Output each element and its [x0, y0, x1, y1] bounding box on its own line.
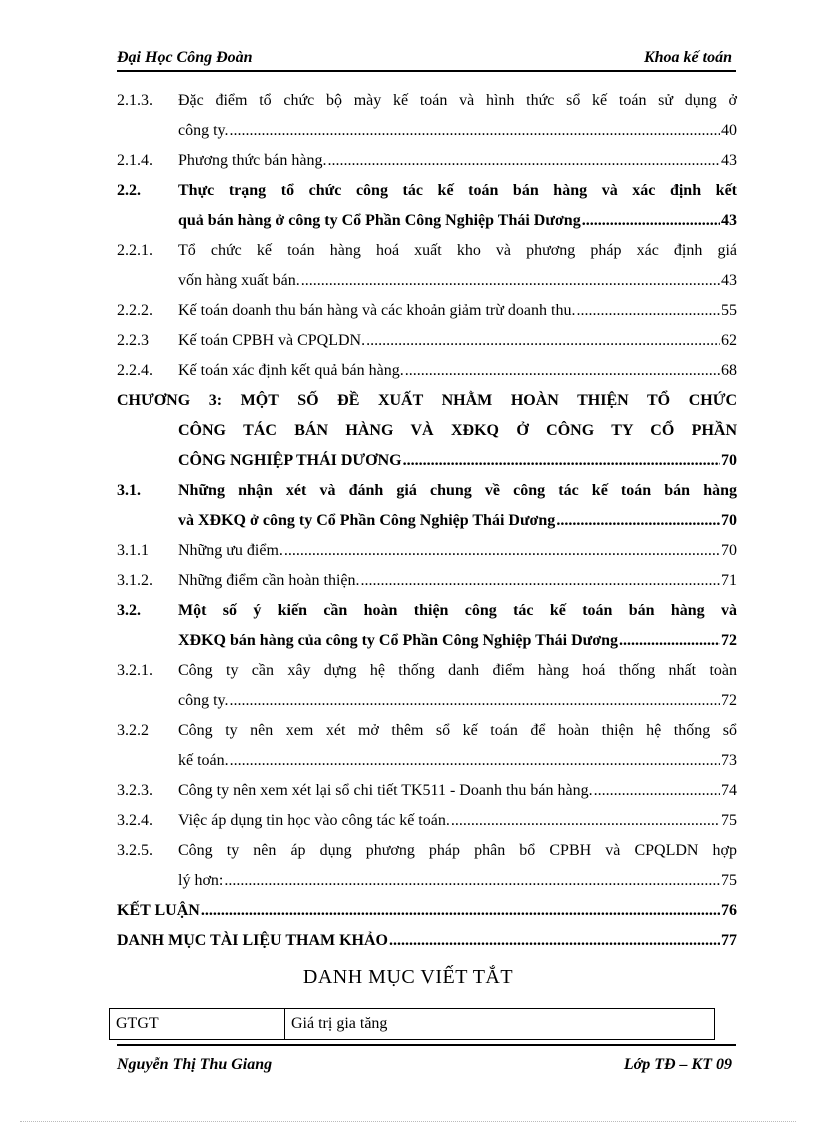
toc-entry-title: Công ty nên áp dụng phương pháp phân bổ CPBH và CPQLDN hợp [178, 842, 737, 859]
toc-entry[interactable] [117, 356, 737, 386]
footer-class: Lớp TĐ – KT 09 [623, 1056, 732, 1073]
toc-entry-title: công ty. [178, 692, 229, 709]
toc-page-number: 72 [721, 632, 737, 649]
toc-leader-dots [556, 506, 720, 536]
toc-entry[interactable] [117, 146, 737, 176]
toc-entry-title: Những điểm cần hoàn thiện. [178, 572, 360, 589]
toc-entry[interactable] [117, 926, 737, 956]
toc-leader-dots [224, 866, 720, 896]
toc-entry-title: Việc áp dụng tin học vào công tác kế toán. [178, 812, 450, 829]
toc-leader-dots [451, 806, 720, 836]
toc-page-number: 43 [721, 152, 737, 169]
toc-entry[interactable] [117, 716, 737, 776]
chapter-title-cont: CÔNG TÁC BÁN HÀNG VÀ XĐKQ Ở CÔNG TY CỔ PHẦN [178, 422, 737, 439]
toc-entry[interactable] [117, 896, 737, 926]
toc-entry-title: lý hơn: [178, 872, 224, 889]
toc-page-number: 72 [721, 692, 737, 709]
toc-page-number: 70 [721, 512, 737, 529]
toc-leader-dots [576, 296, 720, 326]
page-divider [20, 1121, 796, 1122]
toc-entry[interactable] [117, 836, 737, 896]
toc-entry-title: KẾT LUẬN [117, 902, 200, 919]
toc-page-number: 40 [721, 122, 737, 139]
toc-entry[interactable] [117, 656, 737, 716]
toc-entry[interactable] [117, 386, 737, 476]
toc-entry-title: Tổ chức kế toán hàng hoá xuất kho và phương pháp xác định giá [178, 242, 737, 259]
toc-leader-dots [582, 206, 720, 236]
toc-leader-dots [594, 776, 720, 806]
toc-page-number: 62 [721, 332, 737, 349]
toc-entry-number: 2.1.3. [117, 92, 153, 109]
toc-entry-number: 2.1.4. [117, 152, 153, 169]
header-university: Đại Học Công Đoàn [117, 49, 253, 66]
header-faculty: Khoa kế toán [643, 49, 732, 66]
toc-entry-title: công ty. [178, 122, 229, 139]
toc-entry-title: DANH MỤC TÀI LIỆU THAM KHẢO [117, 932, 388, 949]
toc-entry-title: Thực trạng tổ chức công tác kế toán bán hàng và xác định kết [178, 182, 737, 199]
toc-entry-number: 2.2. [117, 182, 141, 199]
toc-entry[interactable] [117, 86, 737, 146]
toc-entry-title: và XĐKQ ở công ty Cổ Phần Công Nghiệp Thái Dương [178, 512, 556, 529]
toc-entry-number: 2.2.2. [117, 302, 153, 319]
toc-entry[interactable] [117, 476, 737, 536]
toc-page-number: 68 [721, 362, 737, 379]
toc-leader-dots [230, 686, 720, 716]
toc-page-number: 73 [721, 752, 737, 769]
toc-entry-title: Công ty nên xem xét mở thêm sổ kế toán để hoàn thiện hệ thống sổ [178, 722, 737, 739]
toc-page-number: 70 [721, 452, 737, 469]
toc-leader-dots [403, 446, 720, 476]
toc-entry-number: 2.2.1. [117, 242, 153, 259]
toc-entry-title: XĐKQ bán hàng của công ty Cổ Phần Công Nghiệp Thái Dương [178, 632, 619, 649]
page-header [117, 46, 736, 72]
toc-entry-title: Kế toán doanh thu bán hàng và các khoản giảm trừ doanh thu. [178, 302, 576, 319]
toc-leader-dots [230, 746, 720, 776]
toc-entry[interactable] [117, 176, 737, 236]
chapter-title: CHƯƠNG 3: MỘT SỐ ĐỀ XUẤT NHẰM HOÀN THIỆN TỔ CHỨC [117, 392, 737, 409]
toc-entry-title: vốn hàng xuất bán. [178, 272, 300, 289]
toc-page-number: 55 [721, 302, 737, 319]
toc-leader-dots [619, 626, 720, 656]
toc-page-number: 43 [721, 212, 737, 229]
toc-entry-title: Những ưu điểm. [178, 542, 283, 559]
toc-entry-number: 3.1. [117, 482, 141, 499]
toc-page-number: 71 [721, 572, 737, 589]
toc-entry[interactable] [117, 326, 737, 356]
toc-page-number: 76 [721, 902, 737, 919]
toc-entry[interactable] [117, 536, 737, 566]
table-of-contents [117, 86, 737, 956]
toc-entry-number: 2.2.3 [117, 332, 149, 349]
abbreviations-title: DANH MỤC VIẾT TẮT [302, 966, 514, 988]
toc-page-number: 75 [721, 872, 737, 889]
toc-page-number: 43 [721, 272, 737, 289]
toc-entry-number: 3.1.2. [117, 572, 153, 589]
footer-author: Nguyễn Thị Thu Giang [117, 1056, 273, 1073]
toc-leader-dots [230, 116, 720, 146]
toc-leader-dots [389, 926, 720, 956]
toc-entry-number: 3.2.5. [117, 842, 153, 859]
toc-entry-number: 3.2.3. [117, 782, 153, 799]
abbreviation-meaning: Giá trị gia tăng [285, 1009, 715, 1040]
toc-entry[interactable] [117, 596, 737, 656]
toc-entry-number: 2.2.4. [117, 362, 153, 379]
toc-entry[interactable] [117, 236, 737, 296]
toc-entry-title: Công ty cần xây dựng hệ thống danh điểm hàng hoá thống nhất toàn [178, 662, 737, 679]
toc-entry-title: Một số ý kiến cần hoàn thiện công tác kế toán bán hàng và [178, 602, 737, 619]
toc-entry-title: quả bán hàng ở công ty Cổ Phần Công Nghiệp Thái Dương [178, 212, 581, 229]
toc-entry[interactable] [117, 566, 737, 596]
toc-entry-title: CÔNG NGHIỆP THÁI DƯƠNG [178, 452, 402, 469]
abbreviations-table [109, 1008, 715, 1040]
toc-entry[interactable] [117, 806, 737, 836]
page-footer [117, 1044, 736, 1073]
toc-leader-dots [327, 146, 720, 176]
toc-leader-dots [201, 896, 720, 926]
toc-leader-dots [405, 356, 720, 386]
toc-entry-number: 3.1.1 [117, 542, 149, 559]
table-row [110, 1009, 715, 1040]
toc-entry[interactable] [117, 296, 737, 326]
toc-entry-number: 3.2.1. [117, 662, 153, 679]
toc-entry-number: 3.2.2 [117, 722, 149, 739]
toc-leader-dots [361, 566, 720, 596]
toc-entry-title: Công ty nên xem xét lại sổ chi tiết TK511 - Doanh thu bán hàng. [178, 782, 593, 799]
toc-entry-title: Đặc điểm tổ chức bộ mày kế toán và hình thức sổ kế toán sử dụng ở [178, 92, 737, 109]
toc-entry-title: kế toán. [178, 752, 229, 769]
toc-leader-dots [284, 536, 720, 566]
toc-leader-dots [301, 266, 720, 296]
toc-leader-dots [366, 326, 720, 356]
toc-entry-title: Kế toán CPBH và CPQLDN. [178, 332, 366, 349]
toc-entry[interactable] [117, 776, 737, 806]
toc-entry-number: 3.2. [117, 602, 141, 619]
abbreviation-code: GTGT [110, 1009, 285, 1040]
toc-page-number: 70 [721, 542, 737, 559]
toc-entry-title: Những nhận xét và đánh giá chung về công tác kế toán bán hàng [178, 482, 737, 499]
toc-entry-title: Kế toán xác định kết quả bán hàng. [178, 362, 404, 379]
toc-page-number: 74 [721, 782, 737, 799]
toc-page-number: 75 [721, 812, 737, 829]
toc-entry-number: 3.2.4. [117, 812, 153, 829]
toc-page-number: 77 [721, 932, 737, 949]
toc-entry-title: Phương thức bán hàng. [178, 152, 327, 169]
